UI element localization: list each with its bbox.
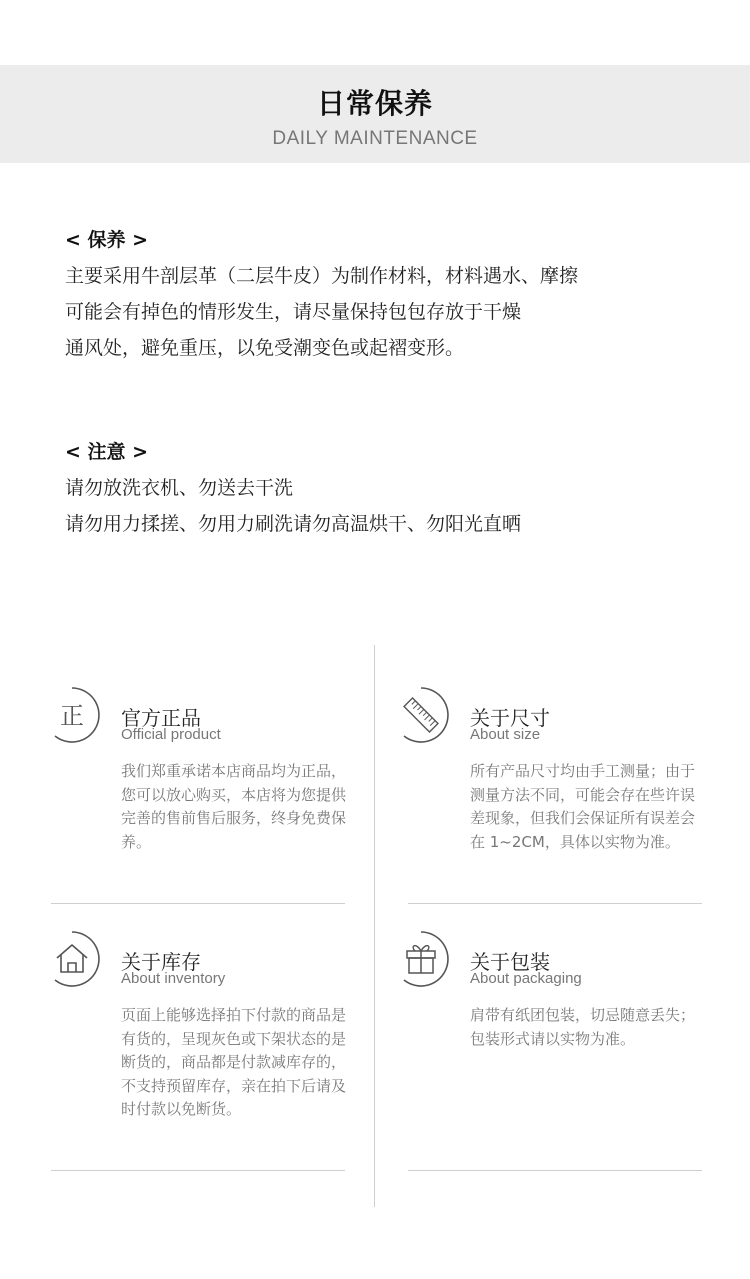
house-icon (43, 930, 101, 988)
care-line: 通风处，避免重压，以免受潮变色或起褶变形。 (65, 337, 465, 359)
care-line: 可能会有掉色的情形发生，请尽量保持包包存放于干燥 (65, 301, 522, 323)
card-body: 页面上能够选择拍下付款的商品是有货的，呈现灰色或下架状态的是断货的，商品都是付款减库存的，不支持预留库存，亲在拍下后请及时付款以免断货。 (121, 1006, 347, 1118)
care-title: < 保养 > (65, 229, 149, 251)
genuine-icon (43, 686, 101, 744)
notice-title: < 注意 > (65, 441, 149, 463)
care-section (65, 222, 685, 366)
notice-line: 请勿用力揉搓、勿用力刷洗请勿高温烘干、勿阳光直晒 (65, 513, 522, 535)
card-subtitle: About inventory (121, 970, 226, 987)
ruler-icon (392, 686, 450, 744)
card-title: 关于包装 (470, 950, 550, 974)
card-subtitle: About size (470, 726, 541, 743)
horizontal-divider (408, 1170, 702, 1171)
genuine-icon-char: 正 (60, 702, 84, 730)
horizontal-divider (408, 903, 702, 904)
card-title: 关于库存 (121, 950, 201, 974)
card-body: 我们郑重承诺本店商品均为正品，您可以放心购买，本店将为您提供完善的售前售后服务，终身免费保养。 (121, 762, 347, 851)
care-line: 主要采用牛剖层革（二层牛皮）为制作材料，材料遇水、摩擦 (65, 265, 579, 287)
notice-section (65, 434, 685, 542)
vertical-divider (374, 645, 375, 1207)
gift-icon (392, 930, 450, 988)
horizontal-divider (51, 1170, 345, 1171)
page-title: 日常保养 (316, 87, 433, 120)
card-subtitle: Official product (121, 726, 221, 743)
card-title: 关于尺寸 (470, 706, 550, 730)
card-body: 肩带有纸团包装，切忌随意丢失；包装形式请以实物为准。 (470, 1006, 696, 1048)
notice-line: 请勿放洗衣机、勿送去干洗 (65, 477, 294, 499)
card-subtitle: About packaging (470, 970, 582, 987)
card-title: 官方正品 (121, 706, 201, 730)
card-body: 所有产品尺寸均由手工测量；由于测量方法不同，可能会存在些许误差现象，但我们会保证所有误差会在 1~2CM，具体以实物为准。 (470, 762, 696, 851)
horizontal-divider (51, 903, 345, 904)
page-subtitle: DAILY MAINTENANCE (272, 128, 478, 149)
